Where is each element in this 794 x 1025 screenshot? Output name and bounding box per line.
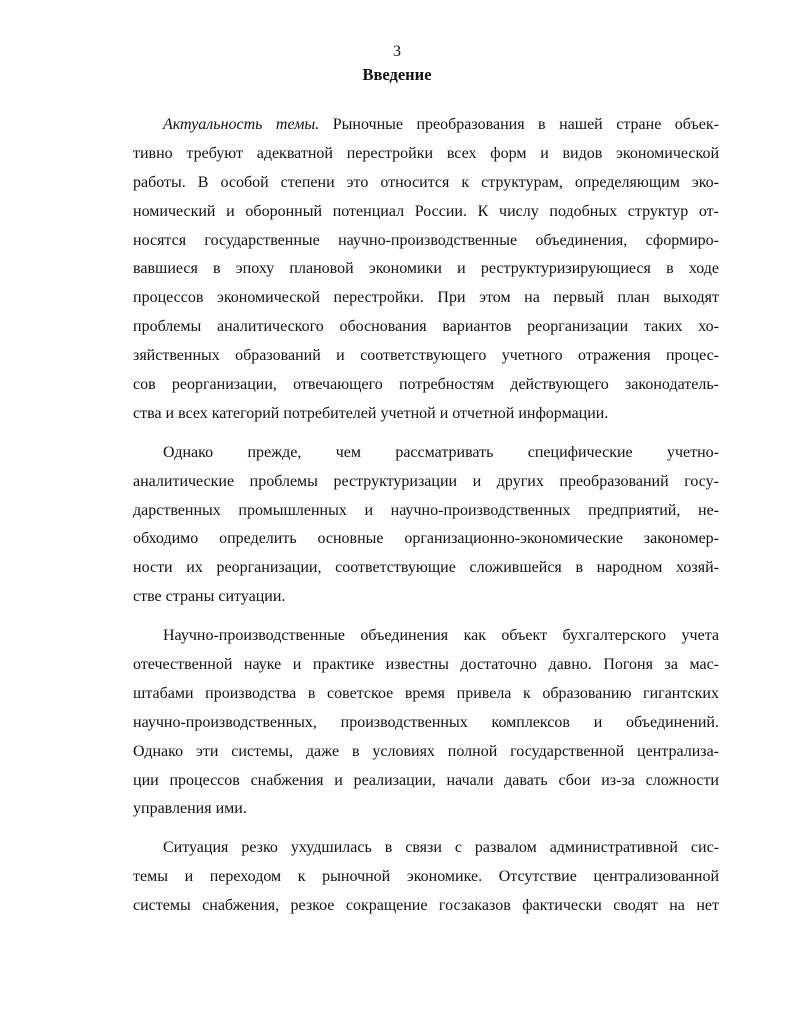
paragraph-line: сов реорганизации, отвечающего потребностям действующего законодатель- — [133, 376, 719, 394]
paragraph-line: тивно требуют адекватной перестройки всех форм и видов экономической — [133, 144, 719, 162]
page-number: 3 — [393, 43, 401, 60]
paragraph-line: Ситуация резко ухудшилась в связи с развалом административной сис- — [163, 839, 719, 857]
paragraph-line: аналитические проблемы реструктуризации и других преобразований госу- — [133, 472, 719, 490]
italic-lead: Актуальность темы. — [163, 116, 320, 133]
paragraph-line: штабами производства в советское время привела к образованию гигантских — [133, 684, 719, 702]
paragraph-line: научно-производственных, производственных комплексов и объединений. — [133, 713, 719, 731]
paragraph-line: отечественной науке и практике известны достаточно давно. Погоня за мас- — [133, 656, 719, 674]
body-text — [133, 116, 719, 926]
paragraph-line: ции процессов снабжения и реализации, начали давать сбои из-за сложности — [133, 771, 719, 789]
paragraph-line: Однако эти системы, даже в условиях полной государственной централиза- — [133, 742, 719, 760]
paragraph-line: системы снабжения, резкое сокращение госзаказов фактически сводят на нет — [133, 897, 719, 915]
paragraph-line: обходимо определить основные организационно-экономические закономер- — [133, 530, 719, 548]
paragraph-line: проблемы аналитического обоснования вариантов реорганизации таких хо- — [133, 318, 719, 336]
paragraph-line: носятся государственные научно-производственные объединения, сформиро- — [133, 231, 719, 249]
section-heading: Введение — [362, 65, 432, 84]
paragraph-line: Научно-производственные объединения как объект бухгалтерского учета — [163, 627, 719, 645]
paragraph-line: Однако прежде, чем рассматривать специфические учетно- — [163, 443, 719, 461]
paragraph-2 — [133, 444, 719, 617]
paragraph-1 — [133, 116, 719, 434]
paragraph-line: ности их реорганизации, соответствующие сложившейся в народном хозяй- — [133, 559, 719, 577]
paragraph-line: зяйственных образований и соответствующего учетного отражения процес- — [133, 347, 719, 365]
paragraph-line: темы и переходом к рыночной экономике. Отсутствие централизованной — [133, 868, 719, 886]
paragraph-line: Актуальность темы. Рыночные преобразования в нашей стране объек- — [163, 116, 720, 133]
paragraph-4 — [133, 839, 719, 926]
paragraph-line: номический и оборонный потенциал России. К числу подобных структур от- — [133, 202, 719, 220]
paragraph-line: управления ими. — [133, 800, 247, 818]
paragraph-3 — [133, 627, 719, 829]
paragraph-line: дарственных промышленных и научно-производственных предприятий, не- — [133, 501, 719, 519]
paragraph-line: ства и всех категорий потребителей учетной и отчетной информации. — [133, 404, 609, 422]
paragraph-line: вавшиеся в эпоху плановой экономики и реструктуризирующиеся в ходе — [133, 260, 719, 278]
paragraph-line: процессов экономической перестройки. При этом на первый план выходят — [133, 289, 719, 307]
paragraph-line: работы. В особой степени это относится к структурам, определяющим эко- — [133, 173, 719, 191]
paragraph-line: стве страны ситуации. — [133, 588, 286, 606]
